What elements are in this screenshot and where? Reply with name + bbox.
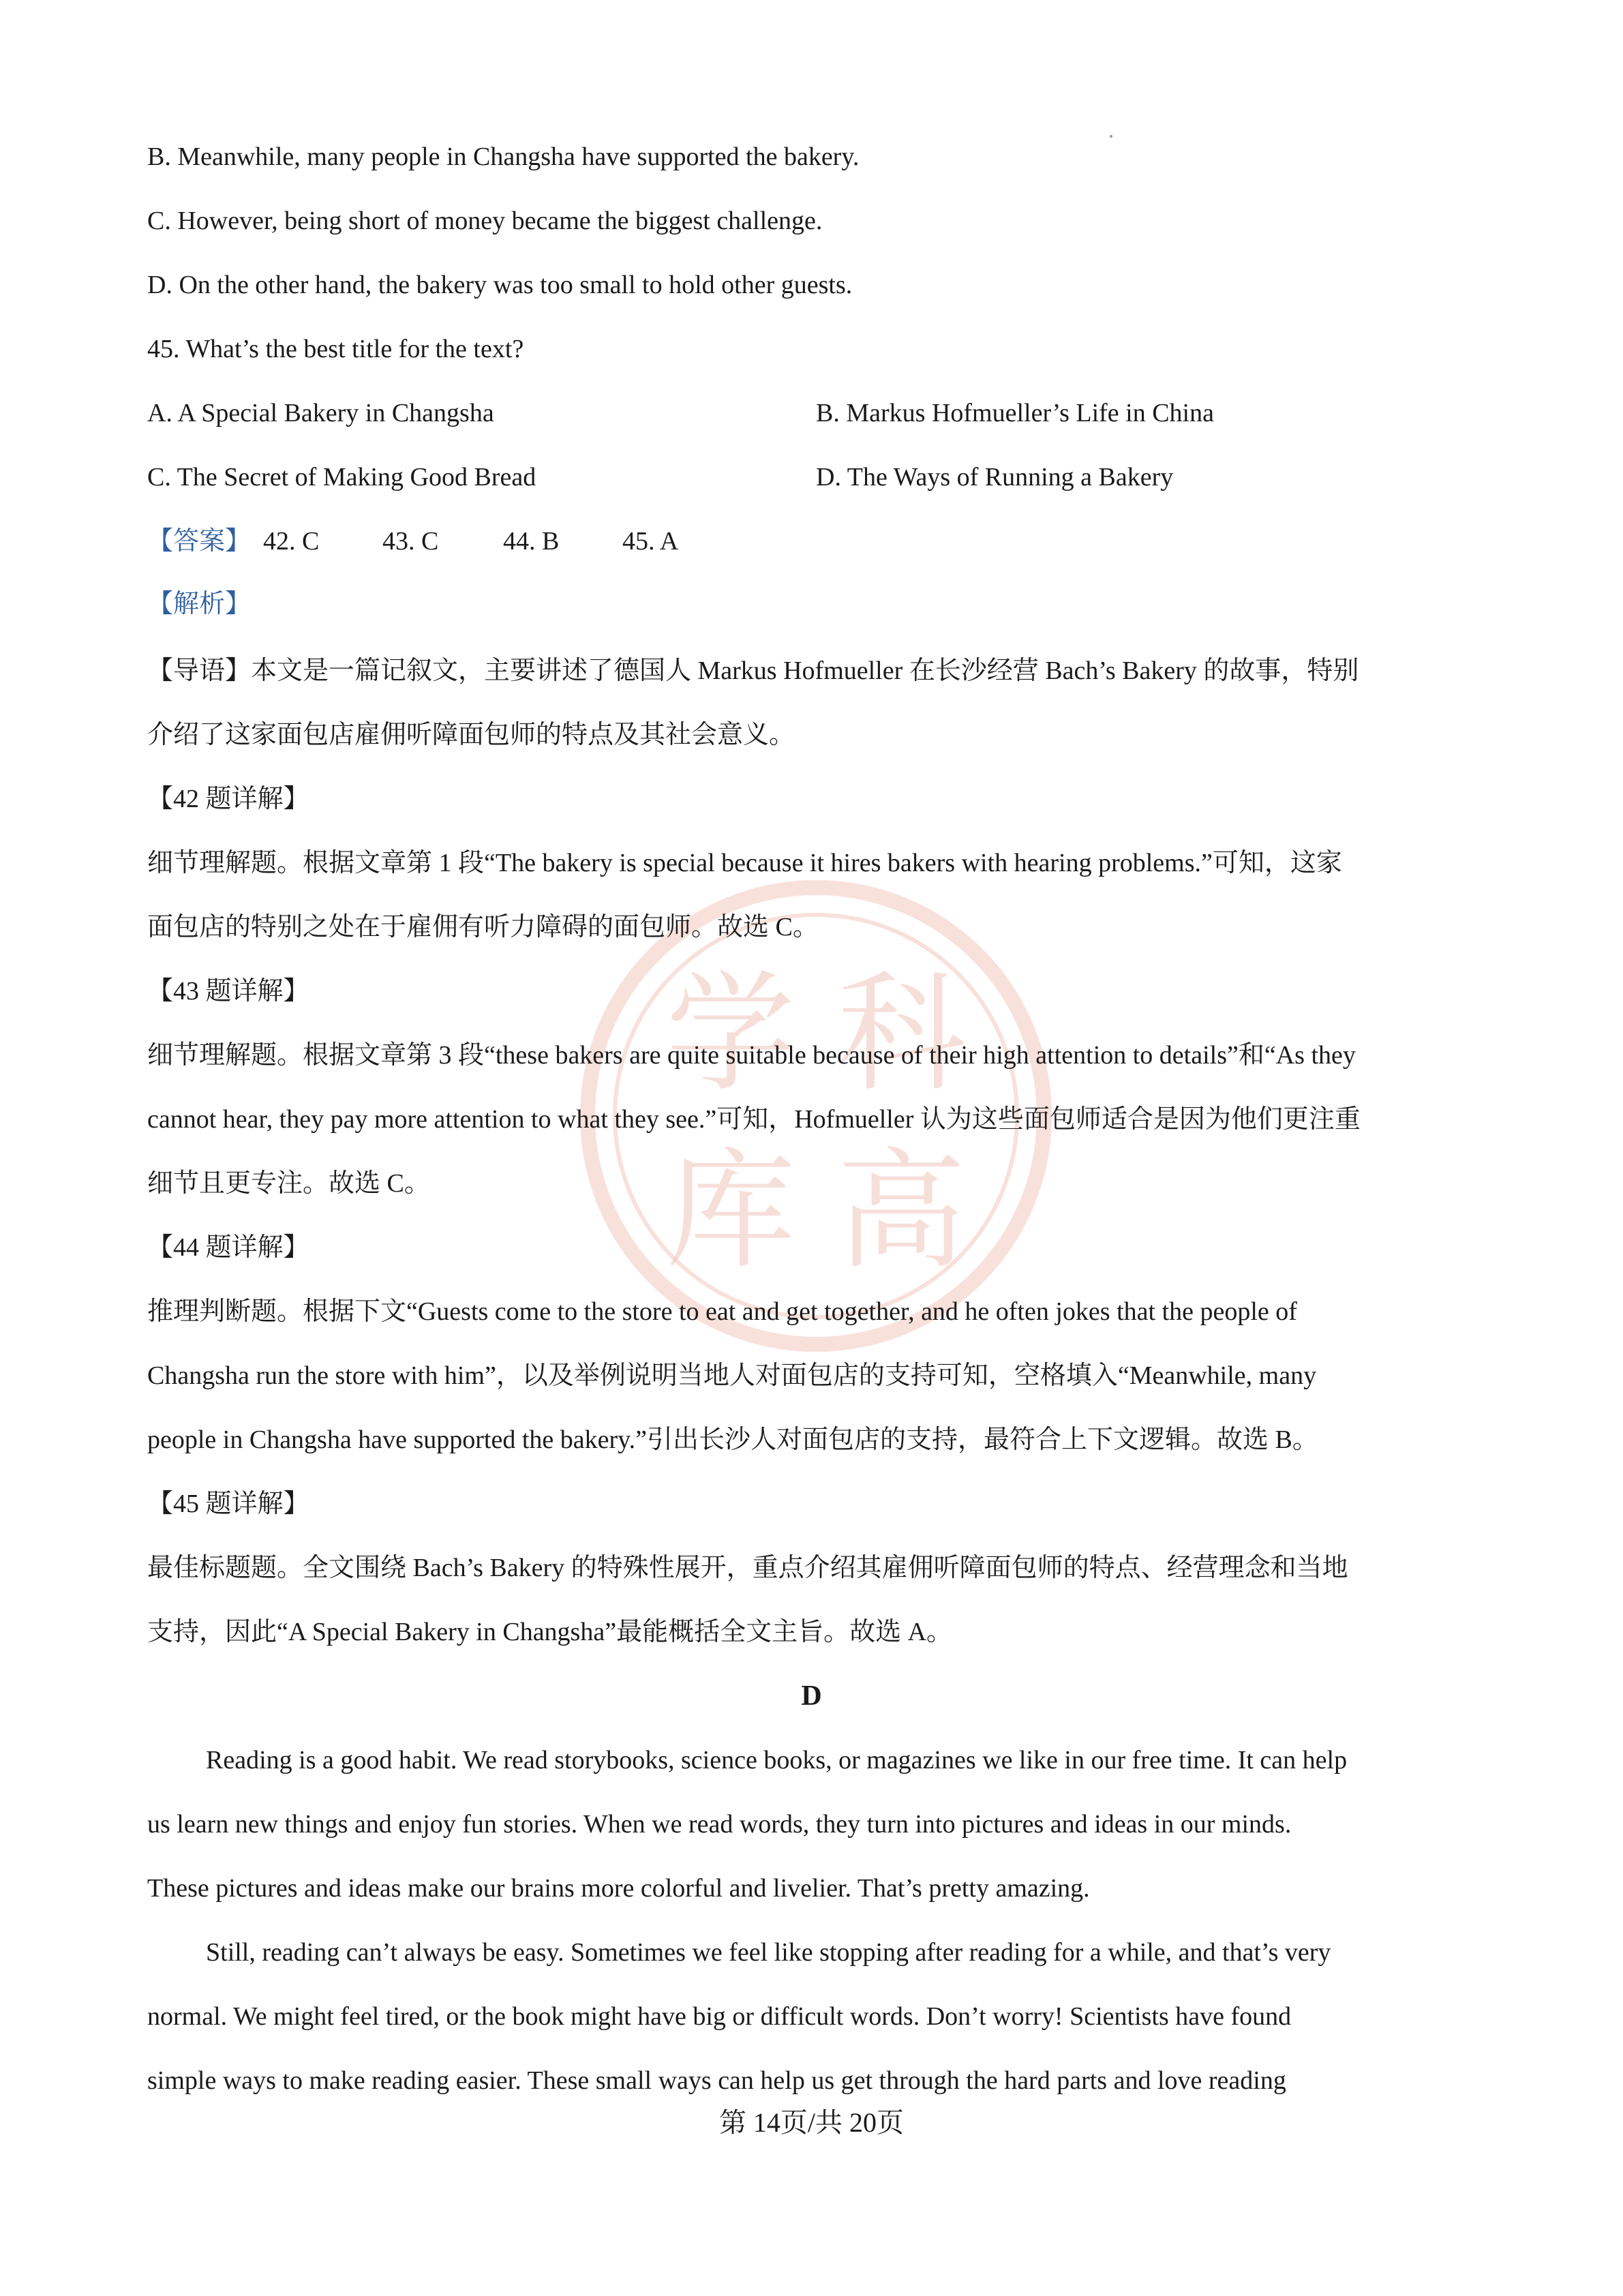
q45-option-b: B. Markus Hofmueller’s Life in China — [816, 399, 1214, 427]
answer-label: 【答案】 — [147, 527, 252, 556]
guide-line-2: 介绍了这家面包店雇佣听障面包师的特点及其社会意义。 — [147, 721, 795, 749]
q44-detail-line-2: Changsha run the store with him”，以及举例说明当地人对面包店的支持可知，空格填入“Meanwhile, many — [147, 1361, 1317, 1390]
q45-detail-title: 【45 题详解】 — [147, 1490, 309, 1518]
passage-d-heading: D — [801, 1680, 822, 1712]
guide-line-1: 【导语】本文是一篇记叙文，主要讲述了德国人 Markus Hofmueller 在长沙经营 Bach’s Bakery 的故事，特别 — [147, 656, 1359, 685]
passage-d-p2-line-1: Still, reading can’t always be easy. Sometimes we feel like stopping after reading for a while, and that’s very — [206, 1938, 1331, 1967]
answer-row — [147, 525, 761, 558]
q45-option-c: C. The Secret of Making Good Bread — [147, 463, 536, 492]
passage-d-p1-line-2: us learn new things and enjoy fun stories. When we read words, they turn into pictures and ideas in our minds. — [147, 1810, 1292, 1839]
q45-option-d: D. The Ways of Running a Bakery — [816, 463, 1174, 492]
q42-detail-line-1: 细节理解题。根据文章第 1 段“The bakery is special because it hires bakers with hearing problems.”可知，这家 — [147, 849, 1342, 877]
scan-speck — [1110, 135, 1112, 138]
passage-d-p2-line-3: simple ways to make reading easier. These small ways can help us get through the hard parts and love reading — [147, 2066, 1286, 2095]
q45-option-a: A. A Special Bakery in Changsha — [147, 399, 494, 427]
page-number: 第 14页/共 20页 — [718, 2107, 905, 2138]
q44-option-c: C. However, being short of money became the biggest challenge. — [147, 207, 823, 235]
answer-45: 45. A — [622, 527, 679, 556]
q45-detail-line-1: 最佳标题题。全文围绕 Bach’s Bakery 的特殊性展开，重点介绍其雇佣听障面包师的特点、经营理念和当地 — [147, 1554, 1348, 1582]
analysis-label: 【解析】 — [147, 590, 252, 618]
q44-detail-line-3: people in Changsha have supported the bakery.”引出长沙人对面包店的支持，最符合上下文逻辑。故选 B。 — [147, 1425, 1318, 1454]
q43-detail-title: 【43 题详解】 — [147, 977, 309, 1006]
seal-chars-top: 学 科 — [665, 958, 967, 1109]
answer-44: 44. B — [503, 527, 560, 556]
q42-detail-line-2: 面包店的特别之处在于雇佣有听力障碍的面包师。故选 C。 — [147, 913, 819, 941]
q42-detail-title: 【42 题详解】 — [147, 785, 309, 813]
q45-detail-line-2: 支持，因此“A Special Bakery in Changsha”最能概括全文主旨。故选 A。 — [147, 1618, 953, 1646]
passage-d-p1-line-1: Reading is a good habit. We read storybooks, science books, or magazines we like in our free time. It can help — [206, 1746, 1348, 1774]
q43-detail-line-2: cannot hear, they pay more attention to what they see.”可知，Hofmueller 认为这些面包师适合是因为他们更注重 — [147, 1105, 1361, 1134]
passage-d-p2-line-2: normal. We might feel tired, or the book might have big or difficult words. Don’t worry! Scientists have found — [147, 2002, 1292, 2031]
answer-42: 42. C — [263, 527, 320, 556]
q43-detail-line-3: 细节且更专注。故选 C。 — [147, 1169, 430, 1198]
answer-43: 43. C — [382, 527, 439, 556]
q45-stem: 45. What’s the best title for the text? — [147, 335, 524, 363]
q44-option-d: D. On the other hand, the bakery was too small to hold other guests. — [147, 271, 853, 299]
passage-d-p1-line-3: These pictures and ideas make our brains more colorful and livelier. That’s pretty amazing. — [147, 1874, 1090, 1903]
q44-detail-line-1: 推理判断题。根据下文“Guests come to the store to eat and get together, and he often jokes that the people of — [147, 1297, 1297, 1326]
seal-chars-bottom: 库 高 — [665, 1136, 967, 1286]
q44-detail-title: 【44 题详解】 — [147, 1233, 309, 1262]
q44-option-b: B. Meanwhile, many people in Changsha have supported the bakery. — [147, 142, 860, 171]
q43-detail-line-1: 细节理解题。根据文章第 3 段“these bakers are quite suitable because of their high attention to details”和“As they — [147, 1041, 1356, 1070]
